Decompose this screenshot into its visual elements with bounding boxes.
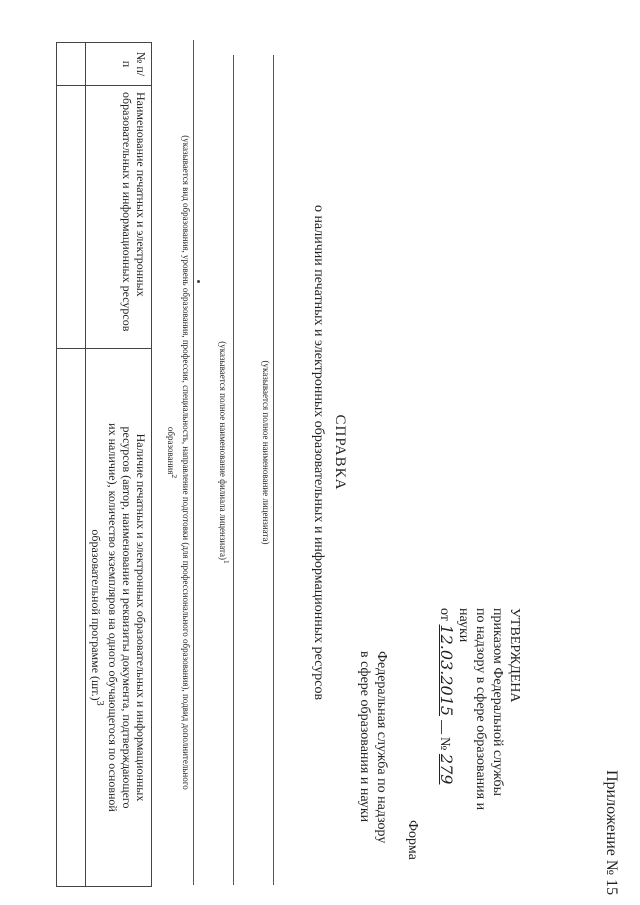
approval-block xyxy=(436,608,523,810)
approval-line-2: по надзору в сфере образования и xyxy=(473,608,488,811)
branch-caption-text: (указывается полное наименование филиала лицензиата) xyxy=(218,341,228,560)
education-caption-text: образования xyxy=(166,426,176,475)
approval-heading: УТВЕРЖДЕНА xyxy=(507,608,522,703)
availability-header-line-3: их наличие), количество экземпляров на одного обучающегося по основной xyxy=(106,423,120,812)
document-subtitle: о наличии печатных и электронных образовательных и информационных ресурсов xyxy=(311,204,326,701)
licensee-line xyxy=(273,55,274,885)
education-caption-line-2 xyxy=(166,0,179,905)
table-empty-row xyxy=(57,43,86,887)
approval-date-line xyxy=(436,608,455,810)
education-caption-line-1: (указывается вид образования, уровень образования, профессия, специальность, направление подготовки (для профессионального образования), подвид дополнительного xyxy=(181,135,191,790)
scan-dot xyxy=(197,280,200,283)
empty-cell xyxy=(57,349,86,887)
licensee-caption: (указывается полное наименование лицензиата) xyxy=(261,360,271,545)
empty-cell xyxy=(57,43,86,86)
resources-table xyxy=(56,42,152,887)
table-header-row xyxy=(86,43,152,887)
handwritten-number: 279 xyxy=(437,753,456,785)
availability-header-line-1: Наличие печатных и электронных образовательных и информационных xyxy=(134,433,148,802)
education-line xyxy=(193,40,194,885)
availability-footnote-mark: 3 xyxy=(94,700,105,706)
column-availability-header xyxy=(86,349,152,887)
availability-header-line-4 xyxy=(89,355,106,880)
date-prefix: от xyxy=(437,608,452,621)
handwritten-date: 12.03.2015 xyxy=(437,624,456,717)
branch-line xyxy=(233,55,234,885)
agency-block xyxy=(356,651,390,843)
availability-header-line-2: ресурсов (автор, наименование и реквизиты документа, подтверждающего xyxy=(120,426,134,809)
agency-line-2: в сфере образования и науки xyxy=(357,651,372,823)
column-resource-name-header: Наименование печатных и электронных образовательных и информационных ресурсов xyxy=(86,86,152,349)
branch-caption xyxy=(218,0,231,905)
form-label: Форма xyxy=(405,820,420,860)
availability-header-line-4-text: образовательной программе (шт.) xyxy=(89,529,103,701)
agency-line-1: Федеральная служба по надзору xyxy=(374,651,389,844)
branch-footnote-mark: 1 xyxy=(222,560,231,564)
annex-number: Приложение № 15 xyxy=(603,770,620,896)
column-number-header: № п/п xyxy=(86,43,152,86)
approval-line-1: приказом Федеральной службы xyxy=(490,608,505,796)
education-footnote-mark: 2 xyxy=(170,474,179,479)
number-prefix: № xyxy=(437,737,452,751)
document-title: СПРАВКА xyxy=(332,414,348,491)
empty-cell xyxy=(57,86,86,349)
approval-line-3: науки xyxy=(456,608,471,643)
